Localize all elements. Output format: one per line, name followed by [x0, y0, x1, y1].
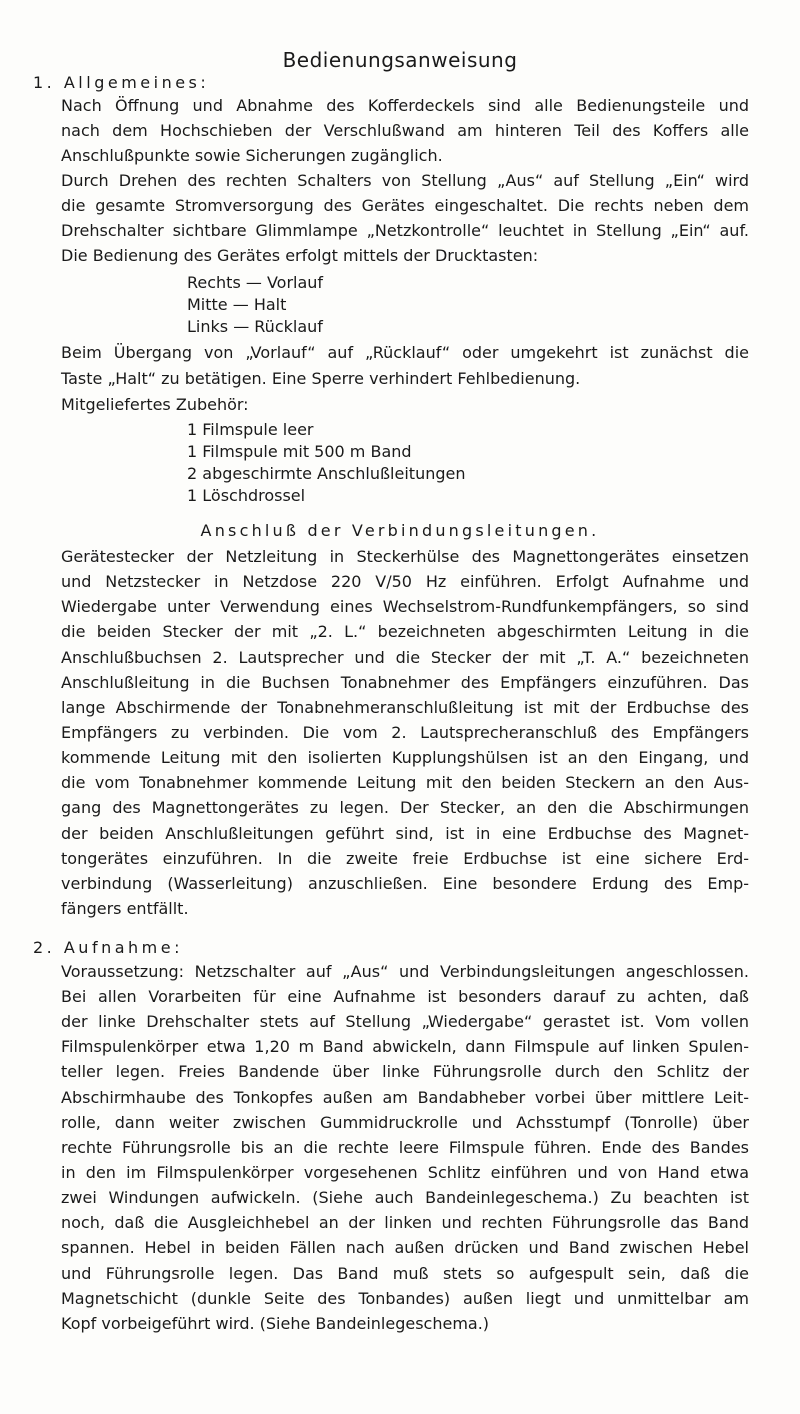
- paragraph-line: Kopf vorbeigeführt wird. (Siehe Bandeinlegeschema.): [61, 1314, 490, 1333]
- paragraph-line: spannen. Hebel in beiden Fällen nach außen drücken und Band zwischen Hebel: [61, 1238, 749, 1257]
- paragraph-line: der beiden Anschlußleitungen geführt sind, ist in eine Erdbuchse des Magnet-: [61, 824, 749, 843]
- paragraph-line: Drehschalter sichtbare Glimmlampe „Netzkontrolle“ leuchtet in Stellung „Ein“ auf.: [61, 221, 749, 240]
- paragraph-line: teller legen. Freies Bandende über linke Führungsrolle durch den Schlitz der: [61, 1062, 749, 1081]
- paragraph-line: Anschlußbuchsen 2. Lautsprecher und die Stecker der mit „T. A.“ bezeichneten: [61, 648, 749, 667]
- paragraph-line: zwei Windungen aufwickeln. (Siehe auch Bandeinlegeschema.) Zu beachten ist: [61, 1188, 749, 1207]
- paragraph-line: verbindung (Wasserleitung) anzuschließen. Eine besondere Erdung des Emp-: [61, 874, 749, 893]
- paragraph-line: und Führungsrolle legen. Das Band muß stets so aufgespult sein, daß die: [61, 1264, 749, 1283]
- paragraph-line: Gerätestecker der Netzleitung in Steckerhülse des Magnettongerätes einsetzen: [61, 547, 749, 566]
- section-heading-aufnahme: 2. Aufnahme:: [33, 938, 183, 957]
- paragraph-line: rechte Führungsrolle bis an die rechte leere Filmspule führen. Ende des Bandes: [61, 1138, 749, 1157]
- key-list-item: Mitte — Halt: [187, 295, 287, 314]
- paragraph-line: noch, daß die Ausgleichhebel an der linken und rechten Führungsrolle das Band: [61, 1213, 749, 1232]
- accessory-list-item: 1 Filmspule leer: [187, 420, 314, 439]
- key-list-item: Rechts — Vorlauf: [187, 273, 324, 292]
- paragraph-line: Bei allen Vorarbeiten für eine Aufnahme ist besonders darauf zu achten, daß: [61, 987, 749, 1006]
- paragraph-line: Magnetschicht (dunkle Seite des Tonbandes) außen liegt und unmittelbar am: [61, 1289, 749, 1308]
- paragraph-line: Taste „Halt“ zu betätigen. Eine Sperre verhindert Fehlbedienung.: [61, 369, 581, 388]
- paragraph-line: Nach Öffnung und Abnahme des Kofferdeckels sind alle Bedienungsteile und: [61, 96, 749, 115]
- paragraph-line: fängers entfällt.: [61, 899, 189, 918]
- paragraph-line: die gesamte Stromversorgung des Gerätes eingeschaltet. Die rechts neben dem: [61, 196, 749, 215]
- paragraph-line: Anschlußleitung in die Buchsen Tonabnehmer des Empfängers einzuführen. Das: [61, 673, 749, 692]
- paragraph-line: Durch Drehen des rechten Schalters von Stellung „Aus“ auf Stellung „Ein“ wird: [61, 171, 749, 190]
- paragraph-line: die beiden Stecker der mit „2. L.“ bezeichneten abgeschirmten Leitung in die: [61, 622, 749, 641]
- accessory-list-item: 2 abgeschirmte Anschlußleitungen: [187, 464, 466, 483]
- paragraph-line: in den im Filmspulenkörper vorgesehenen Schlitz einführen und von Hand etwa: [61, 1163, 749, 1182]
- paragraph-line: der linke Drehschalter stets auf Stellung „Wiedergabe“ gerastet ist. Vom vollen: [61, 1012, 749, 1031]
- paragraph-line: Anschlußpunkte sowie Sicherungen zugänglich.: [61, 146, 443, 165]
- paragraph-line: gang des Magnettongerätes zu legen. Der Stecker, an den die Abschirmungen: [61, 798, 749, 817]
- section-heading-allgemeines: 1. Allgemeines:: [33, 73, 210, 92]
- paragraph-line: und Netzstecker in Netzdose 220 V/50 Hz einführen. Erfolgt Aufnahme und: [61, 572, 749, 591]
- paragraph-line: nach dem Hochschieben der Verschlußwand am hinteren Teil des Koffers alle: [61, 121, 749, 140]
- paragraph-line: kommende Leitung mit den isolierten Kupplungshülsen ist an den Eingang, und: [61, 748, 749, 767]
- accessory-list-item: 1 Filmspule mit 500 m Band: [187, 442, 412, 461]
- paragraph-line: die vom Tonabnehmer kommende Leitung mit den beiden Steckern an den Aus-: [61, 773, 749, 792]
- paragraph-line: Wiedergabe unter Verwendung eines Wechselstrom-Rundfunkempfängers, so sind: [61, 597, 749, 616]
- paragraph-line: Abschirmhaube des Tonkopfes außen am Bandabheber vorbei über mittlere Leit-: [61, 1088, 749, 1107]
- paragraph-line: lange Abschirmende der Tonabnehmeranschlußleitung ist mit der Erdbuchse des: [61, 698, 749, 717]
- key-list-item: Links — Rücklauf: [187, 317, 323, 336]
- paragraph-line: Voraussetzung: Netzschalter auf „Aus“ und Verbindungsleitungen angeschlossen.: [61, 962, 749, 981]
- paragraph-line: Empfängers zu verbinden. Die vom 2. Lautsprecheranschluß des Empfängers: [61, 723, 749, 742]
- accessory-list-item: 1 Löschdrossel: [187, 486, 306, 505]
- paragraph-line: Mitgeliefertes Zubehör:: [61, 395, 249, 414]
- connection-heading: Anschluß der Verbindungsleitungen.: [200, 521, 600, 540]
- paragraph-line: Die Bedienung des Gerätes erfolgt mittels der Drucktasten:: [61, 246, 539, 265]
- page-title: Bedienungsanweisung: [282, 48, 518, 72]
- paragraph-line: Filmspulenkörper etwa 1,20 m Band abwickeln, dann Filmspule auf linken Spulen-: [61, 1037, 749, 1056]
- paragraph-line: Beim Übergang von „Vorlauf“ auf „Rücklauf“ oder umgekehrt ist zunächst die: [61, 343, 749, 362]
- paragraph-line: tongerätes einzuführen. In die zweite freie Erdbuchse ist eine sichere Erd-: [61, 849, 749, 868]
- paragraph-line: rolle, dann weiter zwischen Gummidruckrolle und Achsstumpf (Tonrolle) über: [61, 1113, 749, 1132]
